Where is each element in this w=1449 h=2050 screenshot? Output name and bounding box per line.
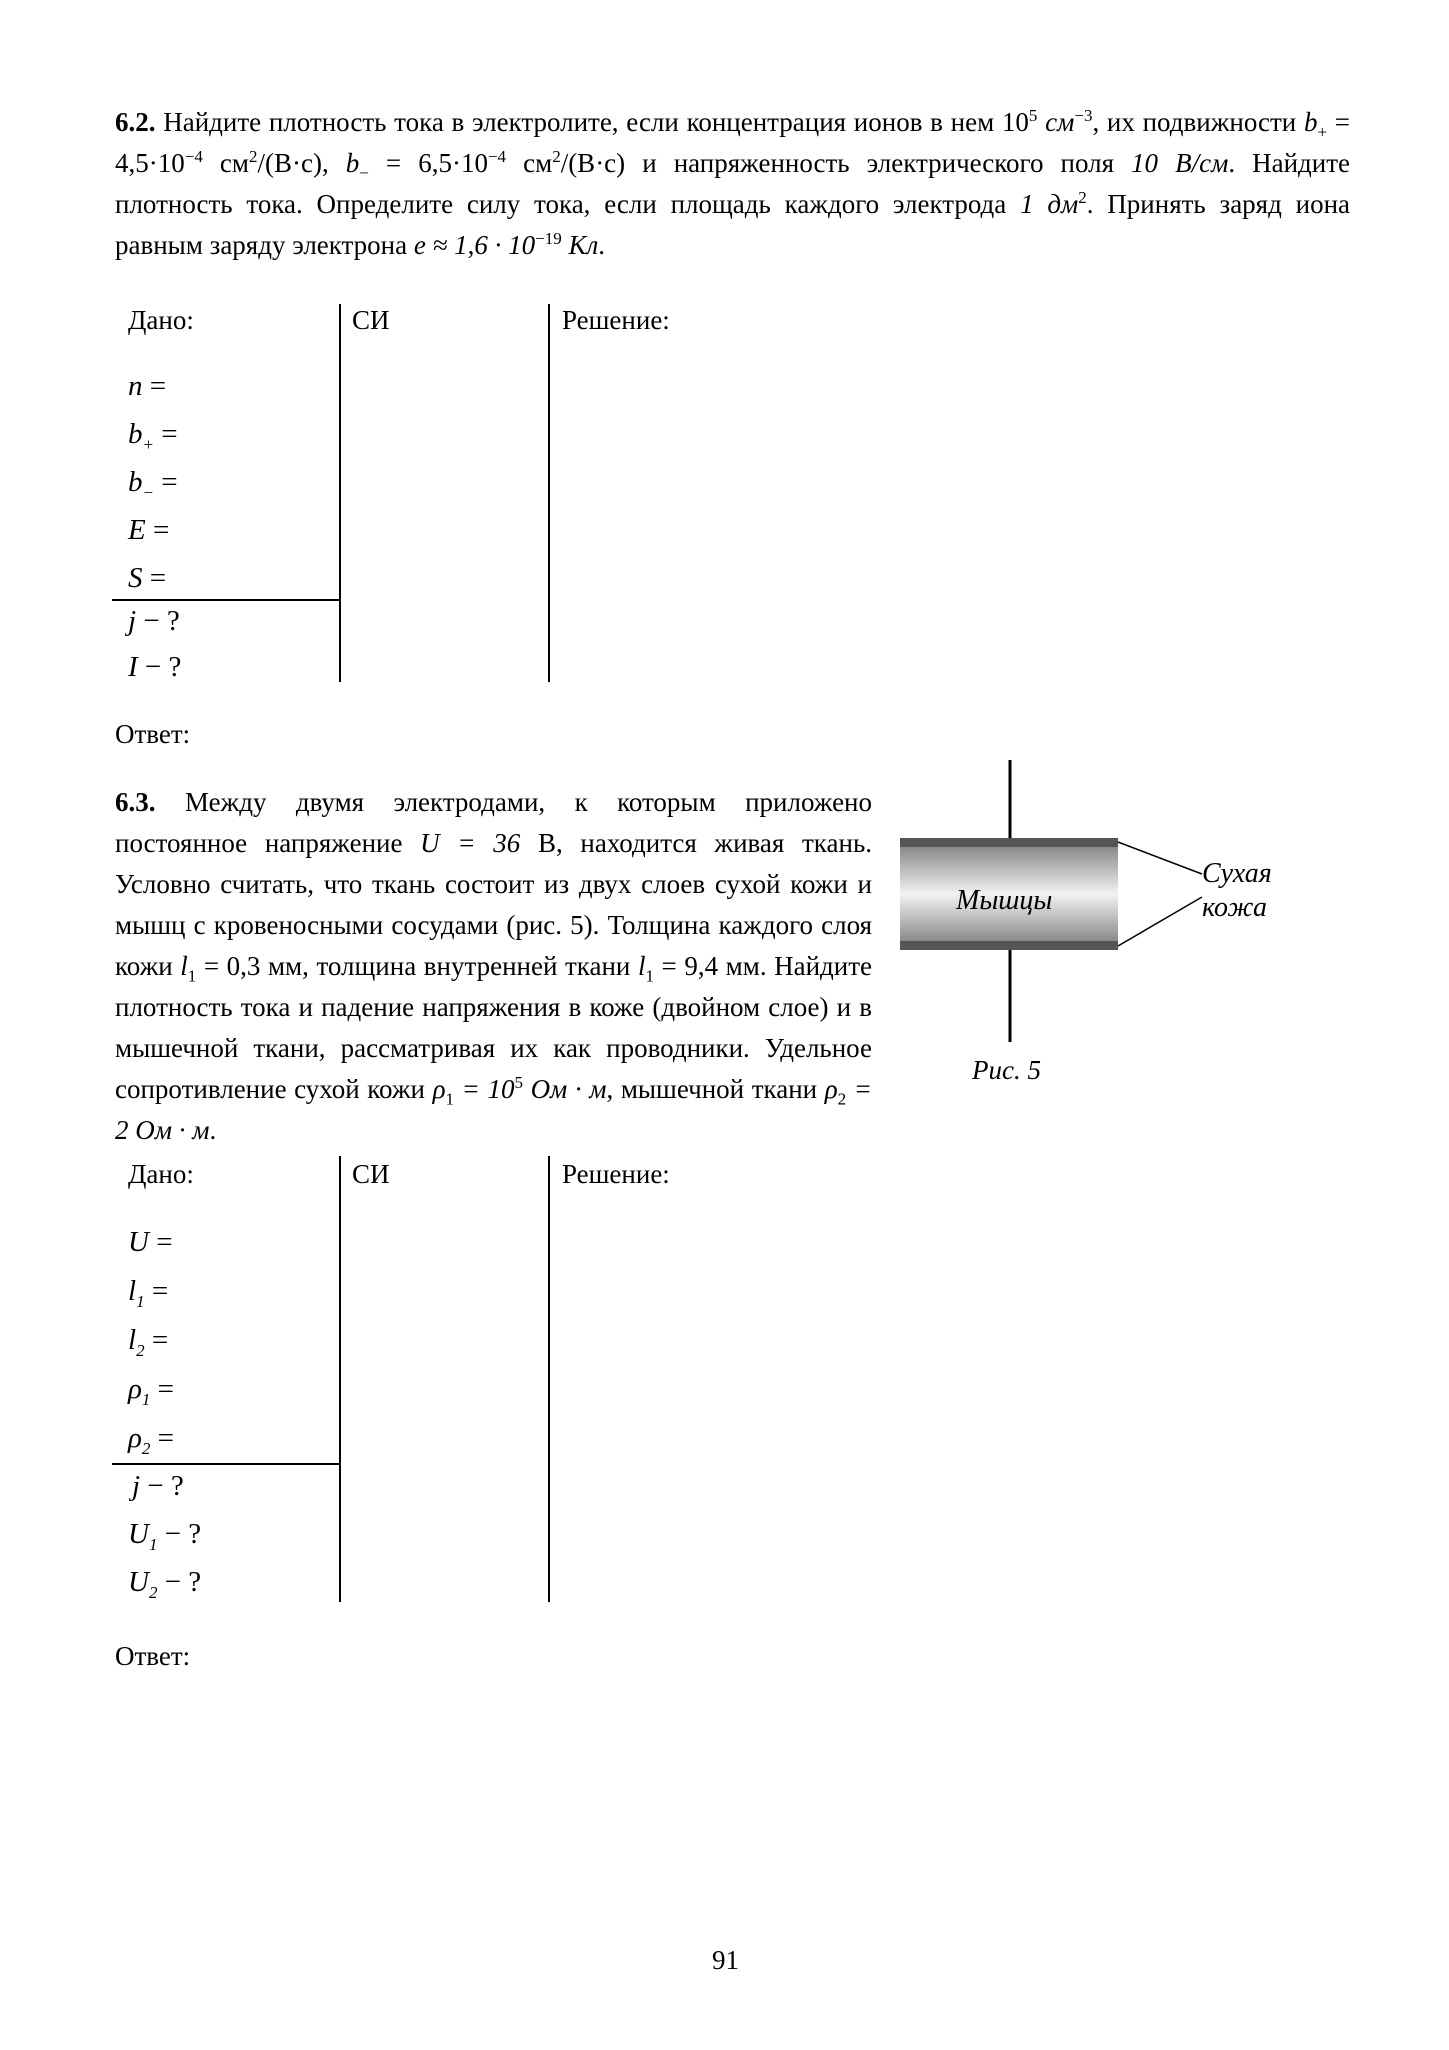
- skin-label-line1: Сухая: [1202, 858, 1272, 889]
- given-var: $b_-$ =: [128, 466, 178, 502]
- unknown-var: j − ?: [132, 1470, 184, 1502]
- answer-label: Ответ:: [115, 719, 191, 749]
- solution-header: Решение:: [562, 305, 670, 335]
- unknown-var: $U_1$ − ?: [128, 1518, 202, 1554]
- given-var: $\rho_2$ =: [128, 1422, 175, 1458]
- given-divider: [112, 599, 341, 601]
- unknown-var: I − ?: [128, 651, 182, 683]
- table-column-divider: [548, 304, 550, 682]
- solution-header: Решение:: [562, 1159, 670, 1189]
- given-var: U =: [128, 1226, 173, 1258]
- figure-caption: Рис. 5: [972, 1055, 1041, 1085]
- table-column-divider: [339, 1156, 341, 1602]
- page-number: 91: [712, 1945, 739, 1975]
- given-var: $b_+$ =: [128, 418, 178, 454]
- bottom-skin-layer: [900, 941, 1118, 950]
- given-divider: [112, 1463, 341, 1465]
- given-var: E =: [128, 514, 170, 546]
- si-header: СИ: [352, 305, 390, 335]
- skin-label-line2: кожа: [1202, 892, 1268, 923]
- given-var: $l_2$ =: [128, 1324, 169, 1360]
- given-header: Дано:: [128, 305, 194, 335]
- given-var: $l_1$ =: [128, 1275, 169, 1311]
- given-var: n =: [128, 370, 167, 402]
- answer-label: Ответ:: [115, 1641, 191, 1671]
- tissue-figure: [890, 760, 1310, 1100]
- problem-number: 6.3.: [115, 787, 156, 817]
- top-skin-layer: [900, 838, 1118, 847]
- problem-number: 6.2.: [115, 107, 156, 137]
- muscle-label: Мышцы: [956, 885, 1053, 916]
- table-column-divider: [339, 304, 341, 682]
- si-header: СИ: [352, 1159, 390, 1189]
- given-var: $\rho_1$ =: [128, 1373, 175, 1409]
- given-header: Дано:: [128, 1159, 194, 1189]
- table-column-divider: [548, 1156, 550, 1602]
- unknown-var: $U_2$ − ?: [128, 1566, 202, 1602]
- unknown-var: j − ?: [128, 605, 180, 637]
- problem-6-3-text: 6.3. Между двумя электродами, к которым приложено постоянное напряжение U = 36 В, находится живая ткань. Условно считать, что ткань состоит из двух слоев сухой кожи и мышц с кровеносными сосудами (рис. 5). Толщина каждого слоя кожи $l_1 = 0,3$ мм, толщина внутренней ткани $l_1 = 9,4$ мм. Найдите плотность тока и падение напряжения в коже (двойном слое) и в мышечной ткани, рассматривая их как проводники. Удельное сопротивление сухой кожи $\rho_1 = 10^5$ Ом · м, мышечной ткани $\rho_2 = 2$ Ом · м.: [115, 787, 873, 1145]
- skin-pointer-top: [1118, 842, 1202, 874]
- skin-pointer-bottom: [1118, 897, 1202, 946]
- problem-6-2-text: 6.2. Найдите плотность тока в электролите, если концентрация ионов в нем $10^5$ $см^{-3}$, их подвижности $b_+ = 4,5\cdot 10^{-4}$ $см^2/(В\cdot c)$, $b_- = 6,5\cdot 10^{-4}$ $см^2/(В\cdot c)$ и напряженность электрического поля 10 В/см. Найдите плотность тока. Определите силу тока, если площадь каждого электрода 1 $дм^2$. Принять заряд иона равным заряду электрона $e \approx 1,6 \cdot 10^{-19}$ Кл.: [115, 106, 1351, 260]
- given-var: S =: [128, 562, 167, 594]
